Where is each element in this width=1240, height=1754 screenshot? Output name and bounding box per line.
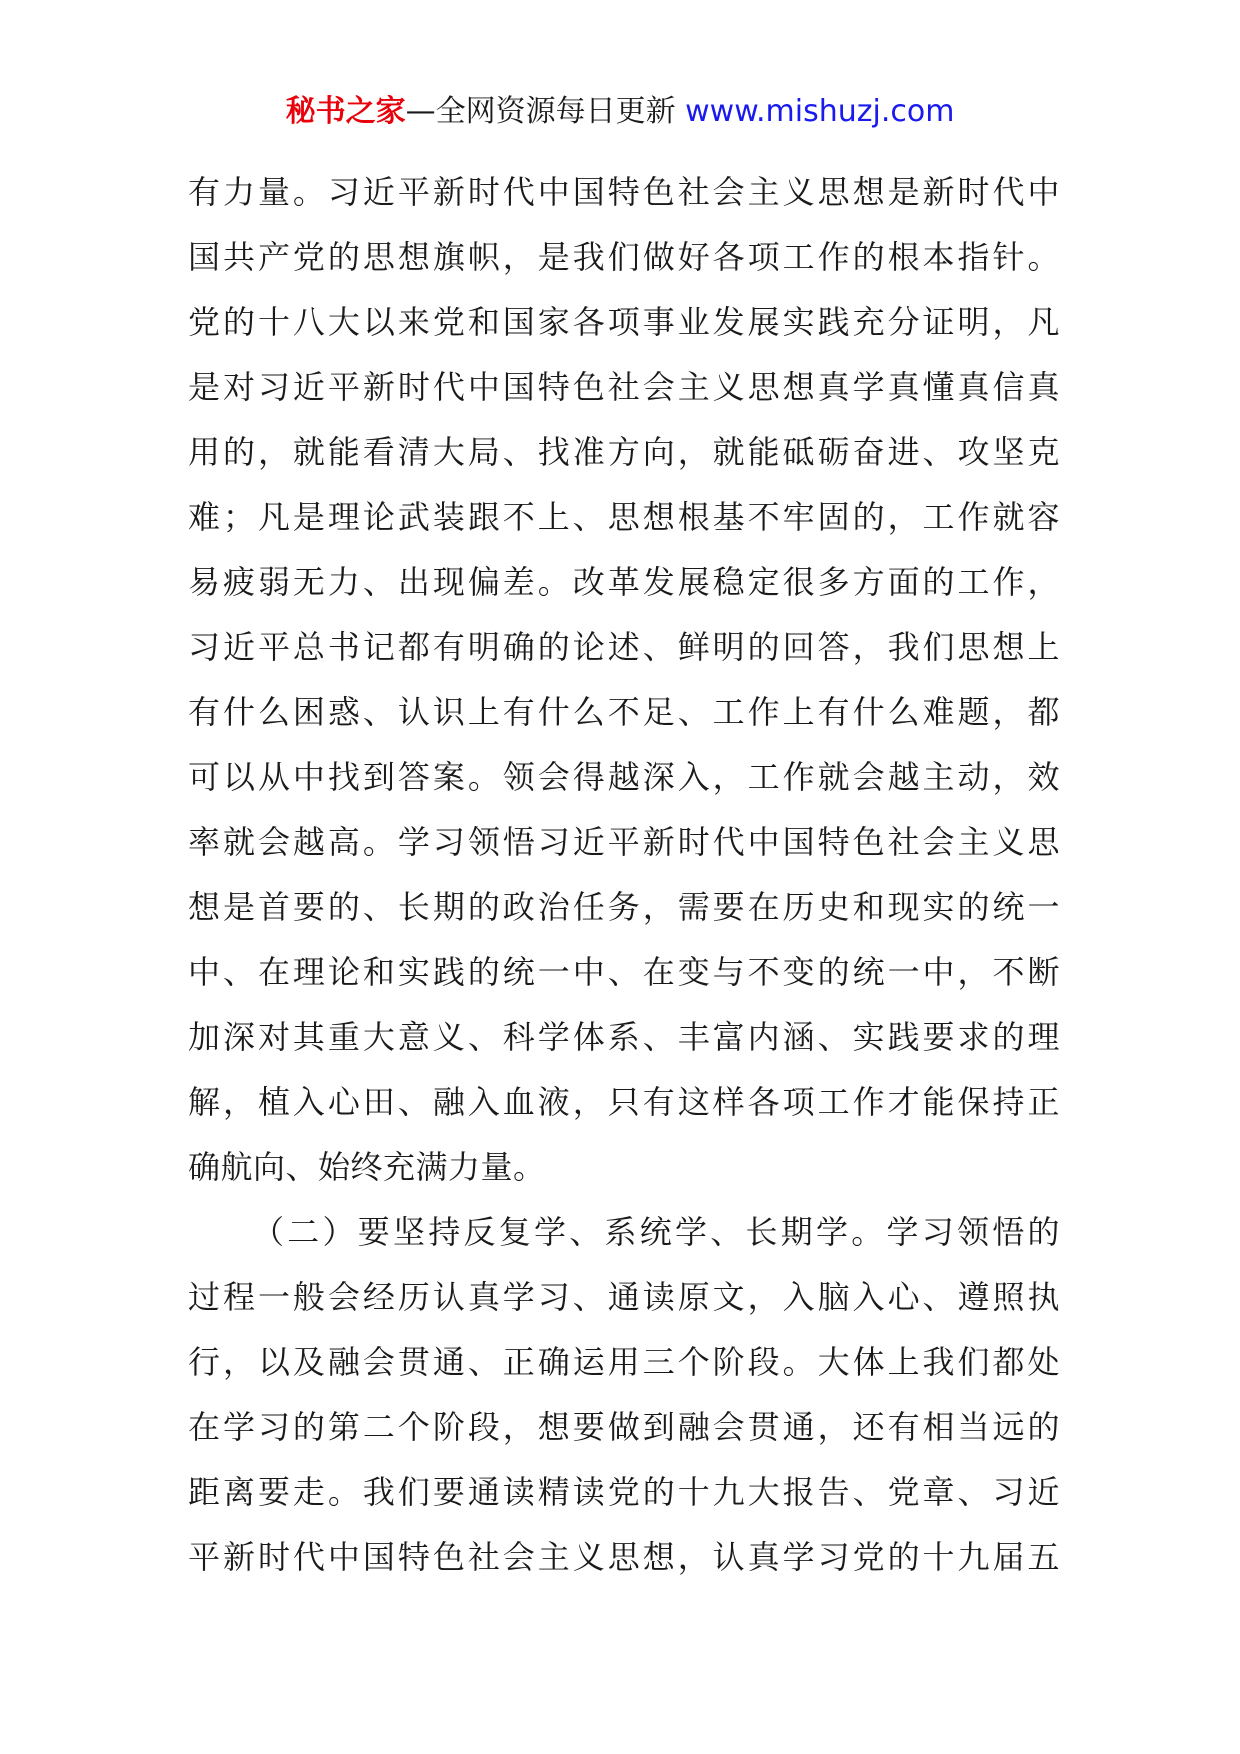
text-line: 有什么困惑、认识上有什么不足、工作上有什么难题，都 [188, 693, 1060, 731]
text-line: 率就会越高。学习领悟习近平新时代中国特色社会主义思 [188, 823, 1060, 861]
text-line: 可以从中找到答案。领会得越深入，工作就会越主动，效 [188, 758, 1060, 796]
document-body [188, 160, 1060, 1590]
site-url-link[interactable]: www.mishuzj.com [685, 94, 955, 129]
text-line: 加深对其重大意义、科学体系、丰富内涵、实践要求的理 [188, 1018, 1060, 1056]
text-line: 有力量。习近平新时代中国特色社会主义思想是新时代中 [188, 173, 1060, 211]
text-line: 用的，就能看清大局、找准方向，就能砥砺奋进、攻坚克 [188, 433, 1060, 471]
text-line: 是对习近平新时代中国特色社会主义思想真学真懂真信真 [188, 368, 1060, 406]
text-line: 党的十八大以来党和国家各项事业发展实践充分证明，凡 [188, 303, 1060, 341]
text-line: 过程一般会经历认真学习、通读原文，入脑入心、遵照执 [188, 1278, 1060, 1316]
text-line: 想是首要的、长期的政治任务，需要在历史和现实的统一 [188, 888, 1060, 926]
site-brand: 秘书之家 [285, 94, 406, 129]
text-line: 解，植入心田、融入血液，只有这样各项工作才能保持正 [188, 1083, 1060, 1121]
section-heading-line: （二）要坚持反复学、系统学、长期学。学习领悟的 [252, 1213, 1060, 1251]
text-line: 行，以及融会贯通、正确运用三个阶段。大体上我们都处 [188, 1343, 1060, 1381]
site-tagline: —全网资源每日更新 [405, 94, 676, 129]
text-line: 易疲弱无力、出现偏差。改革发展稳定很多方面的工作， [188, 563, 1060, 601]
text-line: 中、在理论和实践的统一中、在变与不变的统一中，不断 [188, 953, 1060, 991]
text-line: 习近平总书记都有明确的论述、鲜明的回答，我们思想上 [188, 628, 1060, 666]
paragraph-end-line: 确航向、始终充满力量。 [188, 1148, 546, 1186]
text-line: 国共产党的思想旗帜，是我们做好各项工作的根本指针。 [188, 238, 1060, 276]
text-line: 难；凡是理论武装跟不上、思想根基不牢固的，工作就容 [188, 498, 1060, 536]
site-header [0, 92, 1240, 132]
text-line: 距离要走。我们要通读精读党的十九大报告、党章、习近 [188, 1473, 1060, 1511]
text-line: 在学习的第二个阶段，想要做到融会贯通，还有相当远的 [188, 1408, 1060, 1446]
text-line: 平新时代中国特色社会主义思想，认真学习党的十九届五 [188, 1538, 1060, 1576]
